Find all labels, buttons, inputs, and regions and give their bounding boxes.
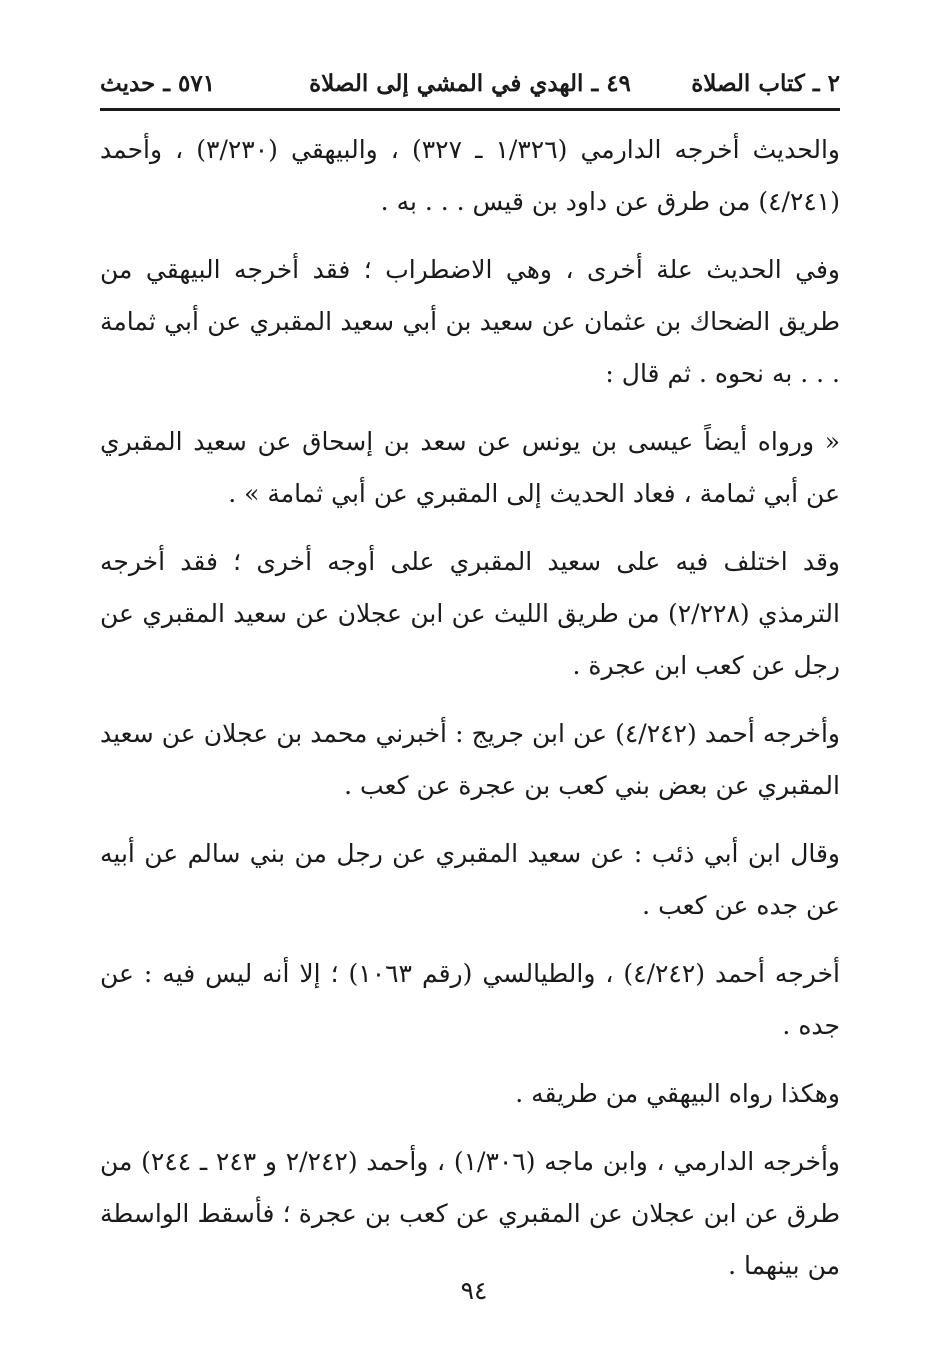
paragraph: وقد اختلف فيه على سعيد المقبري على أوجه أخرى ؛ فقد أخرجه الترمذي (٢/٢٢٨) من طريق الليث عن ابن عجلان عن سعيد المقبري عن رجل عن كعب ابن عجرة . (100, 547, 840, 680)
paragraph: وفي الحديث علة أخرى ، وهي الاضطراب ؛ فقد أخرجه البيهقي من طريق الضحاك بن عثمان عن سعيد بن أبي سعيد المقبري عن أبي ثمامة . . . به نحوه . ثم قال : (100, 255, 840, 388)
header-rule (100, 108, 840, 111)
header-book-title: ٢ ـ كتاب الصلاة (691, 70, 840, 97)
quotation-paragraph: « ورواه أيضاً عيسى بن يونس عن سعد بن إسحاق عن سعيد المقبري عن أبي ثمامة ، فعاد الحديث إلى المقبري عن أبي ثمامة » . (100, 427, 840, 508)
paragraph: والحديث أخرجه الدارمي (١/٣٢٦ ـ ٣٢٧) ، والبيهقي (٣/٢٣٠) ، وأحمد (٤/٢٤١) من طرق عن داود بن قيس . . . به . (100, 135, 841, 216)
running-header (100, 70, 840, 104)
page-number: ٩٤ (460, 1276, 488, 1305)
header-chapter-title: ٤٩ ـ الهدي في المشي إلى الصلاة (309, 70, 631, 97)
paragraph: أخرجه أحمد (٤/٢٤٢) ، والطيالسي (رقم ١٠٦٣) ؛ إلا أنه ليس فيه : عن جده . (100, 959, 840, 1040)
main-text (100, 124, 840, 1308)
paragraph: وأخرجه أحمد (٤/٢٤٢) عن ابن جريج : أخبرني محمد بن عجلان عن سعيد المقبري عن بعض بني كعب بن عجرة عن كعب . (100, 719, 841, 800)
header-hadith-number: ٥٧١ ـ حديث (100, 70, 216, 97)
paragraph: وقال ابن أبي ذئب : عن سعيد المقبري عن رجل من بني سالم عن أبيه عن جده عن كعب . (100, 839, 840, 920)
paragraph: وهكذا رواه البيهقي من طريقه . (515, 1079, 840, 1108)
paragraph: وأخرجه الدارمي ، وابن ماجه (١/٣٠٦) ، وأحمد (٢/٢٤٢ و ٢٤٣ ـ ٢٤٤) من طرق عن ابن عجلان عن المقبري عن كعب بن عجرة ؛ فأسقط الواسطة من بينهما . (100, 1147, 841, 1280)
